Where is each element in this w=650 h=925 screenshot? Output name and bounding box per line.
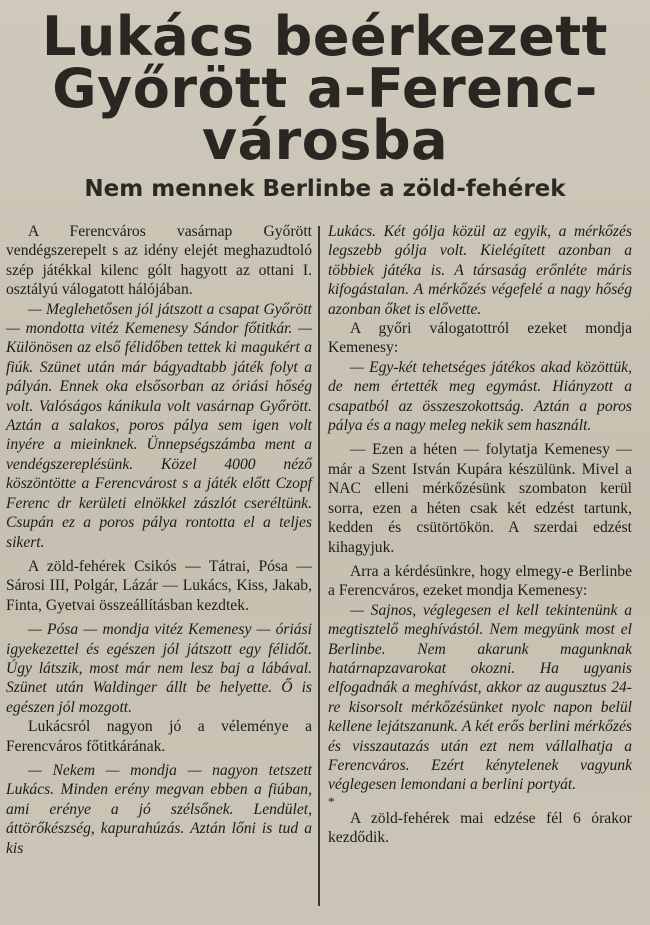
paragraph-gyor-players: — Egy-két tehetséges játékos akad közöttük, de nem értették meg egymást. Hiányzott a csapatból az összeszokottság. Aztán a poros pálya és a nagy meleg nekik sem használt. [328,358,632,435]
paragraph-training: A zöld-fehérek mai edzése fél 6 órakor kezdődik. [328,809,632,847]
article-right-column [328,222,632,848]
paragraph-intro: A Ferencváros vasárnap Győrött vendégszerepelt s az idény elejét meghazudtoló szép játékkal kilenc gólt hagyott az ottani I. osztályú válogatott hálójában. [6,223,312,299]
subheadline: Nem mennek Berlinbe a zöld-fehérek [84,176,566,202]
paragraph-quote-kemenesy: — Meglehetősen jól játszott a csapat Győrött — mondotta vitéz Kemenesy Sándor főtitkár. — Különösen az első félidőben tettek ki magukért a fiúk. Szünet után már bágyadtabb játék folyt a pályán. Ennek oka elsősorban az óriási hőség volt. Valóságos kánikula volt vasárnap Győrött. Aztán a salakos, poros pálya sem igen volt inyére a mieinknek. Ünnepségszámba ment a vendégszereplésünk. Közel 4000 néző köszöntötte a Ferencvárost s a játék előtt Czopf Ferenc dr kerületi elnökkel zászlót cseréltünk. Csupán ez a poros pálya rontotta el a teljes sikert. [6,300,312,551]
column-divider [318,226,320,906]
paragraph-lukacs-opinion: Lukácsról nagyon jó a véleménye a Ferencváros főtitkárának. [6,718,312,755]
paragraph-lukacs-praise: — Nekem — mondja — nagyon tetszett Lukács. Minden erény megvan ebben a fiúban, ami erénye a jó szélsőnek. Lendület, áttörőkészség, kapurahúzás. Aztán lőni is tud a kis [6,761,312,857]
headline-line-3: városba [201,109,449,172]
section-asterisk: * [328,793,335,809]
headline-line-1: Lukács beérkezett [42,5,608,68]
paragraph-posa: — Pósa — mondja vitéz Kemenesy — óriási igyekezettel és egészen jól játszott egy félidőt. Úgy látszik, most már nem lesz baj a lábával. Szünet után Waldinger állt be helyette. Ő is egészen jól mozgott. [6,621,312,716]
headline-line-2: Győrött a-Ferenc- [52,57,598,120]
paragraph-berlin-question: Arra a kérdésünkre, hogy elmegy-e Berlinbe a Ferencváros, ezeket mondja Kemenesy: [328,562,632,600]
article-left-column [6,222,312,858]
paragraph-lukacs-goals: Lukács. Két gólja közül az egyik, a mérkőzés legszebb gólja volt. Kielégített azonban a többiek játéka is. A társaság erőnléte máris kifogástalan. A mérkőzés végefelé a nagy hőség azonban őket is elővette. [328,223,632,318]
paragraph-lineup: A zöld-fehérek Csikós — Tátrai, Pósa — Sárosi III, Polgár, Lázár — Lukács, Kiss, Jakab, Finta, Gyetvai összeállításban kezdtek. [6,557,312,614]
paragraph-gyor-intro: A győri válogatottról ezeket mondja Kemenesy: [328,320,632,357]
paragraph-berlin-answer: — Sajnos, véglegesen el kell tekintenünk a megtisztelő meghívástól. Nem megyünk most el Berlinbe. Nem akarunk magunknak határnapzavarokat okozni. Ha ugyanis elfogadnák a meghívást, akkor az augusztus 24-re kisorsolt mérkőzésünket nyolc napon belül kellene lejátszanunk. A két erős berlini mérkőzés és visszautazás után ezt nem vállalhatja a Ferencváros. Ezért kénytelenek vagyunk véglegesen lemondani a berlini portyát. [328,601,632,794]
paragraph-this-week: — Ezen a héten — folytatja Kemenesy — már a Szent István Kupára készülünk. Mivel a NAC elleni mérkőzésünk szombaton kerül sorra, ezen a héten csak két edzést tartunk, kedden és csütörtökön. A szerdai edzést kihagyjuk. [328,441,632,556]
